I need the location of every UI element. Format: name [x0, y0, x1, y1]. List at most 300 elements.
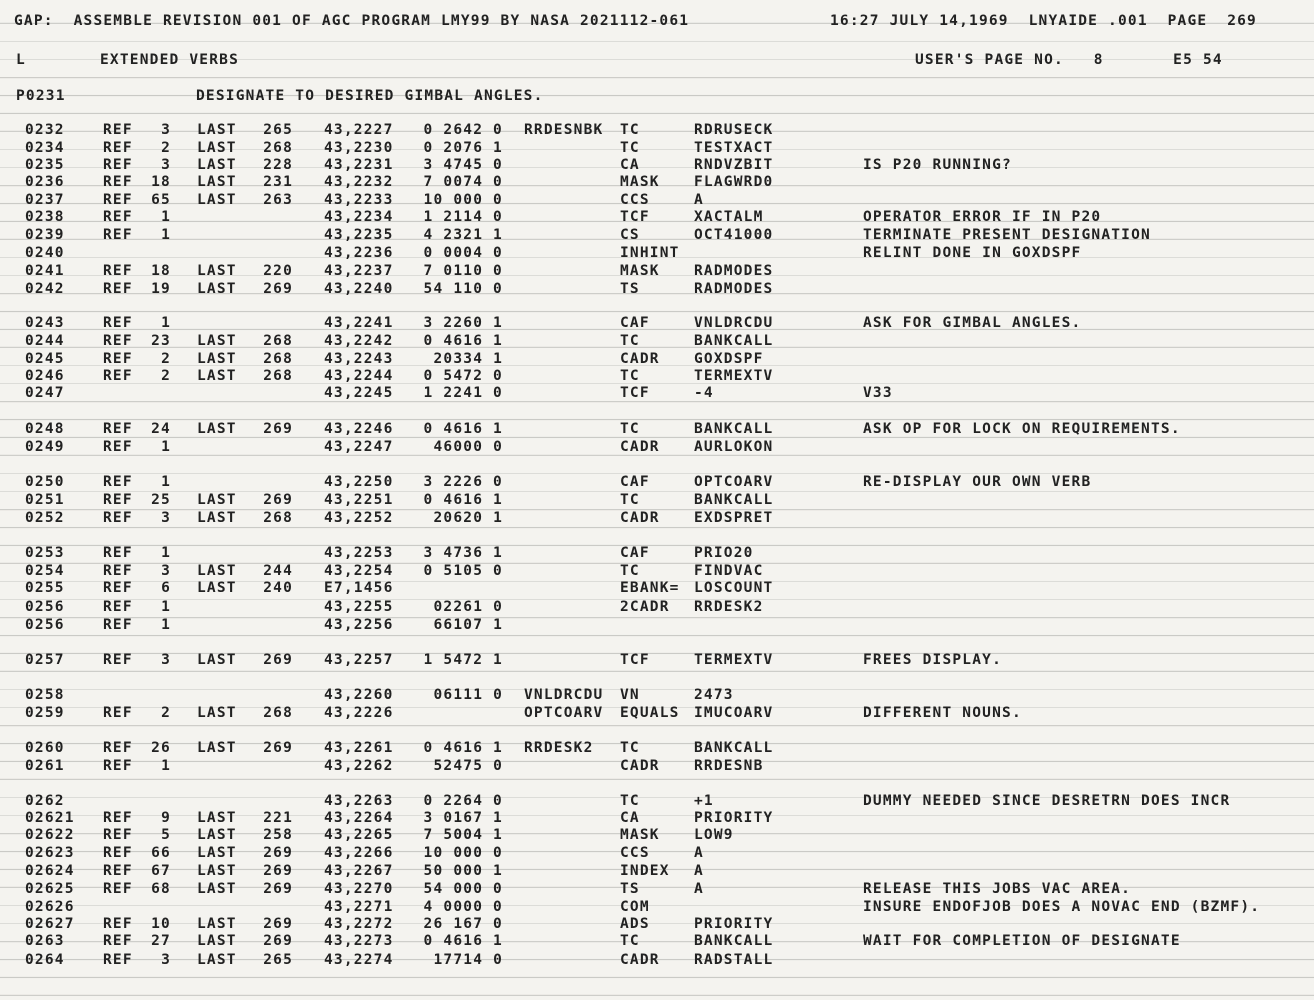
line-last: LAST — [197, 122, 237, 138]
line-ref: REF — [103, 740, 133, 756]
listing-line — [0, 792, 1314, 810]
line-label: RRDESNBK — [524, 122, 604, 138]
line-address: 43,2234 — [324, 209, 394, 225]
listing-line — [0, 704, 1314, 722]
line-opcode: CAF — [620, 474, 650, 490]
listing-line — [0, 491, 1314, 509]
listing-line — [0, 809, 1314, 827]
line-operand: A — [694, 192, 704, 208]
line-opcode: VN — [620, 687, 640, 703]
line-ref-count: 68 — [151, 881, 171, 897]
line-label: VNLDRCDU — [524, 687, 604, 703]
line-ref-count: 1 — [161, 439, 171, 455]
line-seq: 0263 — [25, 933, 65, 949]
line-last: LAST — [197, 881, 237, 897]
line-ref-count: 6 — [161, 580, 171, 596]
line-last: LAST — [197, 174, 237, 190]
line-word: 17714 0 — [433, 952, 503, 968]
line-ref: REF — [103, 209, 133, 225]
line-last-page: 220 — [263, 263, 293, 279]
line-operand: RRDESNB — [694, 758, 764, 774]
line-word: 0 4616 1 — [423, 333, 503, 349]
line-address: 43,2273 — [324, 933, 394, 949]
line-operand: FINDVAC — [694, 563, 764, 579]
line-ref-count: 10 — [151, 916, 171, 932]
line-opcode: 2CADR — [620, 599, 670, 615]
line-ref-count: 1 — [161, 209, 171, 225]
line-seq: 0247 — [25, 385, 65, 401]
line-last: LAST — [197, 140, 237, 156]
line-ref: REF — [103, 827, 133, 843]
line-opcode: CAF — [620, 545, 650, 561]
listing-line — [0, 314, 1314, 332]
line-ref-count: 1 — [161, 617, 171, 633]
line-word: 7 0074 0 — [423, 174, 503, 190]
line-seq: 0232 — [25, 122, 65, 138]
line-comment: V33 — [863, 385, 893, 401]
line-seq: 0248 — [25, 421, 65, 437]
line-address: 43,2267 — [324, 863, 394, 879]
line-ref-count: 5 — [161, 827, 171, 843]
listing-line — [0, 280, 1314, 298]
line-word: 26 167 0 — [423, 916, 503, 932]
line-comment: ASK OP FOR LOCK ON REQUIREMENTS. — [863, 421, 1181, 437]
line-comment: RELEASE THIS JOBS VAC AREA. — [863, 881, 1132, 897]
line-operand: AURLOKON — [694, 439, 774, 455]
line-last-page: 269 — [263, 421, 293, 437]
header-listing-type: L — [16, 52, 26, 68]
header-user-page: USER'S PAGE NO. 8 E5 54 — [915, 52, 1223, 68]
line-address: 43,2240 — [324, 281, 394, 297]
line-seq: 02621 — [25, 810, 75, 826]
line-address: 43,2263 — [324, 793, 394, 809]
line-address: 43,2246 — [324, 421, 394, 437]
line-opcode: INHINT — [620, 245, 680, 261]
listing-line — [0, 951, 1314, 969]
line-opcode: TC — [620, 122, 640, 138]
line-word: 66107 1 — [433, 617, 503, 633]
line-address: 43,2244 — [324, 368, 394, 384]
listing-line — [0, 562, 1314, 580]
line-operand: OCT41000 — [694, 227, 774, 243]
line-ref-count: 66 — [151, 845, 171, 861]
listing-line — [0, 156, 1314, 174]
line-ref-count: 2 — [161, 705, 171, 721]
line-address: 43,2231 — [324, 157, 394, 173]
line-seq: 0246 — [25, 368, 65, 384]
line-word: 0 4616 1 — [423, 933, 503, 949]
line-operand: PRIORITY — [694, 916, 774, 932]
line-seq: 0243 — [25, 315, 65, 331]
line-seq: 0240 — [25, 245, 65, 261]
line-opcode: ADS — [620, 916, 650, 932]
line-seq: 0244 — [25, 333, 65, 349]
line-operand: 2473 — [694, 687, 734, 703]
line-ref-count: 26 — [151, 740, 171, 756]
listing-line — [0, 826, 1314, 844]
line-last: LAST — [197, 863, 237, 879]
listing-line — [0, 438, 1314, 456]
line-operand: GOXDSPF — [694, 351, 764, 367]
line-word: 4 2321 1 — [423, 227, 503, 243]
line-word: 50 000 1 — [423, 863, 503, 879]
line-word: 10 000 0 — [423, 192, 503, 208]
line-ref: REF — [103, 368, 133, 384]
line-address: 43,2272 — [324, 916, 394, 932]
line-ref: REF — [103, 227, 133, 243]
line-last-page: 269 — [263, 933, 293, 949]
line-seq: 02627 — [25, 916, 75, 932]
header-section-name: EXTENDED VERBS — [100, 52, 240, 68]
line-seq: 0264 — [25, 952, 65, 968]
line-ref: REF — [103, 563, 133, 579]
line-word: 0 5472 0 — [423, 368, 503, 384]
line-opcode: TC — [620, 793, 640, 809]
listing-line — [0, 226, 1314, 244]
line-address: 43,2257 — [324, 652, 394, 668]
line-ref: REF — [103, 157, 133, 173]
line-seq: 0259 — [25, 705, 65, 721]
line-address: 43,2241 — [324, 315, 394, 331]
line-opcode: TC — [620, 933, 640, 949]
line-address: 43,2230 — [324, 140, 394, 156]
line-opcode: CADR — [620, 952, 660, 968]
line-ref-count: 3 — [161, 510, 171, 526]
line-word: 0 4616 1 — [423, 492, 503, 508]
line-opcode: TCF — [620, 652, 650, 668]
line-ref-count: 2 — [161, 140, 171, 156]
line-seq: 0256 — [25, 617, 65, 633]
line-seq: 0261 — [25, 758, 65, 774]
line-ref-count: 19 — [151, 281, 171, 297]
line-last-page: 269 — [263, 492, 293, 508]
page-header-line-3 — [0, 87, 1314, 105]
listing-line — [0, 350, 1314, 368]
line-last-page: 269 — [263, 863, 293, 879]
line-opcode: TC — [620, 563, 640, 579]
line-address: 43,2264 — [324, 810, 394, 826]
listing-line — [0, 509, 1314, 527]
line-comment: IS P20 RUNNING? — [863, 157, 1012, 173]
line-comment: RE-DISPLAY OUR OWN VERB — [863, 474, 1092, 490]
line-ref-count: 1 — [161, 758, 171, 774]
line-word: 3 0167 1 — [423, 810, 503, 826]
line-operand: BANKCALL — [694, 740, 774, 756]
line-word: 20620 1 — [433, 510, 503, 526]
line-opcode: CADR — [620, 439, 660, 455]
line-ref: REF — [103, 263, 133, 279]
listing-line — [0, 420, 1314, 438]
line-address: 43,2227 — [324, 122, 394, 138]
line-word: 7 0110 0 — [423, 263, 503, 279]
line-word: 46000 0 — [433, 439, 503, 455]
listing-line — [0, 384, 1314, 402]
line-ref-count: 25 — [151, 492, 171, 508]
line-label: RRDESK2 — [524, 740, 594, 756]
line-last-page: 269 — [263, 916, 293, 932]
line-operand: IMUCOARV — [694, 705, 774, 721]
line-ref-count: 18 — [151, 174, 171, 190]
listing-line — [0, 191, 1314, 209]
line-address: 43,2260 — [324, 687, 394, 703]
line-ref: REF — [103, 333, 133, 349]
line-ref-count: 24 — [151, 421, 171, 437]
line-last: LAST — [197, 705, 237, 721]
line-ref: REF — [103, 845, 133, 861]
line-last-page: 221 — [263, 810, 293, 826]
line-seq: 0245 — [25, 351, 65, 367]
header-sequence: P0231 — [16, 88, 66, 104]
line-opcode: TC — [620, 492, 640, 508]
line-word: 02261 0 — [433, 599, 503, 615]
listing-line — [0, 173, 1314, 191]
line-opcode: CAF — [620, 315, 650, 331]
line-seq: 0260 — [25, 740, 65, 756]
line-word: 0 2264 0 — [423, 793, 503, 809]
line-operand: RADMODES — [694, 281, 774, 297]
listing-line — [0, 932, 1314, 950]
line-seq: 02622 — [25, 827, 75, 843]
line-last-page: 268 — [263, 351, 293, 367]
line-last-page: 268 — [263, 140, 293, 156]
line-word: 0 4616 1 — [423, 421, 503, 437]
line-last-page: 269 — [263, 281, 293, 297]
line-ref-count: 1 — [161, 545, 171, 561]
page-header-line-1 — [0, 12, 1314, 30]
line-ref-count: 3 — [161, 157, 171, 173]
line-opcode: CCS — [620, 192, 650, 208]
line-last-page: 268 — [263, 705, 293, 721]
line-opcode: TC — [620, 421, 640, 437]
line-opcode: TC — [620, 740, 640, 756]
line-operand: PRIO20 — [694, 545, 754, 561]
line-opcode: TS — [620, 281, 640, 297]
line-operand: TERMEXTV — [694, 652, 774, 668]
line-last: LAST — [197, 827, 237, 843]
line-comment: RELINT DONE IN GOXDSPF — [863, 245, 1082, 261]
line-comment: TERMINATE PRESENT DESIGNATION — [863, 227, 1151, 243]
line-operand: LOSCOUNT — [694, 580, 774, 596]
line-operand: TERMEXTV — [694, 368, 774, 384]
line-ref: REF — [103, 933, 133, 949]
line-opcode: EQUALS — [620, 705, 680, 721]
line-address: 43,2252 — [324, 510, 394, 526]
line-seq: 02624 — [25, 863, 75, 879]
line-ref: REF — [103, 916, 133, 932]
listing-line — [0, 598, 1314, 616]
line-ref: REF — [103, 140, 133, 156]
line-last: LAST — [197, 351, 237, 367]
line-word: 4 0000 0 — [423, 899, 503, 915]
line-label: OPTCOARV — [524, 705, 604, 721]
line-last: LAST — [197, 157, 237, 173]
line-address: 43,2255 — [324, 599, 394, 615]
line-ref-count: 1 — [161, 315, 171, 331]
line-word: 54 110 0 — [423, 281, 503, 297]
line-last-page: 228 — [263, 157, 293, 173]
line-ref: REF — [103, 315, 133, 331]
line-ref-count: 3 — [161, 652, 171, 668]
line-seq: 0254 — [25, 563, 65, 579]
line-address: 43,2266 — [324, 845, 394, 861]
line-word: 0 0004 0 — [423, 245, 503, 261]
line-ref: REF — [103, 351, 133, 367]
line-operand: RRDESK2 — [694, 599, 764, 615]
line-address: 43,2232 — [324, 174, 394, 190]
header-assembly-info: GAP: ASSEMBLE REVISION 001 OF AGC PROGRAM LMY99 BY NASA 2021112-061 — [14, 13, 690, 29]
line-last-page: 268 — [263, 368, 293, 384]
line-seq: 0238 — [25, 209, 65, 225]
line-last: LAST — [197, 192, 237, 208]
line-opcode: EBANK= — [620, 580, 680, 596]
line-last: LAST — [197, 810, 237, 826]
line-operand: -4 — [694, 385, 714, 401]
line-opcode: CA — [620, 810, 640, 826]
line-word: 1 2114 0 — [423, 209, 503, 225]
line-last-page: 268 — [263, 333, 293, 349]
line-ref-count: 2 — [161, 351, 171, 367]
listing-line — [0, 844, 1314, 862]
line-word: 20334 1 — [433, 351, 503, 367]
line-comment: OPERATOR ERROR IF IN P20 — [863, 209, 1102, 225]
line-seq: 0252 — [25, 510, 65, 526]
line-address: 43,2243 — [324, 351, 394, 367]
line-seq: 0256 — [25, 599, 65, 615]
line-seq: 0234 — [25, 140, 65, 156]
line-operand: A — [694, 863, 704, 879]
line-comment: INSURE ENDOFJOB DOES A NOVAC END (BZMF). — [863, 899, 1261, 915]
listing-line — [0, 244, 1314, 262]
line-seq: 02625 — [25, 881, 75, 897]
line-operand: BANKCALL — [694, 333, 774, 349]
line-operand: OPTCOARV — [694, 474, 774, 490]
line-comment: DUMMY NEEDED SINCE DESRETRN DOES INCR — [863, 793, 1231, 809]
line-ref: REF — [103, 474, 133, 490]
line-word: 52475 0 — [433, 758, 503, 774]
line-last: LAST — [197, 281, 237, 297]
line-ref-count: 2 — [161, 368, 171, 384]
line-seq: 02626 — [25, 899, 75, 915]
line-operand: RNDVZBIT — [694, 157, 774, 173]
listing-line — [0, 757, 1314, 775]
line-address: 43,2237 — [324, 263, 394, 279]
line-opcode: TS — [620, 881, 640, 897]
line-ref: REF — [103, 952, 133, 968]
line-operand: BANKCALL — [694, 492, 774, 508]
line-opcode: TC — [620, 333, 640, 349]
line-last-page: 269 — [263, 845, 293, 861]
line-operand: BANKCALL — [694, 421, 774, 437]
line-operand: XACTALM — [694, 209, 764, 225]
line-operand: A — [694, 845, 704, 861]
line-address: 43,2250 — [324, 474, 394, 490]
line-operand: EXDSPRET — [694, 510, 774, 526]
line-ref-count: 27 — [151, 933, 171, 949]
line-ref: REF — [103, 545, 133, 561]
line-last-page: 231 — [263, 174, 293, 190]
line-word: 0 5105 0 — [423, 563, 503, 579]
line-opcode: INDEX — [620, 863, 670, 879]
line-last: LAST — [197, 563, 237, 579]
line-seq: 0258 — [25, 687, 65, 703]
line-ref: REF — [103, 439, 133, 455]
line-word: 0 2642 0 — [423, 122, 503, 138]
line-address: 43,2251 — [324, 492, 394, 508]
line-word: 3 2226 0 — [423, 474, 503, 490]
line-seq: 0255 — [25, 580, 65, 596]
line-operand: TESTXACT — [694, 140, 774, 156]
line-address: 43,2254 — [324, 563, 394, 579]
line-last: LAST — [197, 845, 237, 861]
header-routine-title: DESIGNATE TO DESIRED GIMBAL ANGLES. — [196, 88, 544, 104]
line-last: LAST — [197, 952, 237, 968]
line-address: 43,2253 — [324, 545, 394, 561]
line-word: 7 5004 1 — [423, 827, 503, 843]
line-last: LAST — [197, 740, 237, 756]
line-ref: REF — [103, 863, 133, 879]
line-opcode: MASK — [620, 263, 660, 279]
header-date-page: 16:27 JULY 14,1969 LNYAIDE .001 PAGE 269 — [830, 13, 1257, 29]
line-opcode: MASK — [620, 827, 660, 843]
line-seq: 0262 — [25, 793, 65, 809]
line-last: LAST — [197, 263, 237, 279]
line-address: 43,2270 — [324, 881, 394, 897]
line-ref: REF — [103, 174, 133, 190]
line-ref: REF — [103, 617, 133, 633]
line-ref-count: 3 — [161, 952, 171, 968]
line-opcode: TC — [620, 140, 640, 156]
line-address: 43,2274 — [324, 952, 394, 968]
line-seq: 0236 — [25, 174, 65, 190]
line-opcode: TCF — [620, 209, 650, 225]
line-seq: 0257 — [25, 652, 65, 668]
line-ref: REF — [103, 281, 133, 297]
line-address: 43,2245 — [324, 385, 394, 401]
line-operand: RDRUSECK — [694, 122, 774, 138]
listing-line — [0, 686, 1314, 704]
line-last-page: 268 — [263, 510, 293, 526]
listing-line — [0, 121, 1314, 139]
line-last: LAST — [197, 933, 237, 949]
line-opcode: CCS — [620, 845, 650, 861]
line-opcode: COM — [620, 899, 650, 915]
listing-line — [0, 367, 1314, 385]
line-opcode: CA — [620, 157, 640, 173]
line-ref-count: 67 — [151, 863, 171, 879]
line-seq: 0235 — [25, 157, 65, 173]
line-opcode: CADR — [620, 351, 660, 367]
line-ref-count: 18 — [151, 263, 171, 279]
listing-line — [0, 880, 1314, 898]
line-word: 54 000 0 — [423, 881, 503, 897]
line-opcode: TCF — [620, 385, 650, 401]
line-ref: REF — [103, 810, 133, 826]
line-word: 06111 0 — [433, 687, 503, 703]
line-ref-count: 23 — [151, 333, 171, 349]
line-operand: BANKCALL — [694, 933, 774, 949]
line-seq: 0241 — [25, 263, 65, 279]
listing-line — [0, 862, 1314, 880]
listing-line — [0, 473, 1314, 491]
line-last-page: 269 — [263, 652, 293, 668]
line-ref-count: 3 — [161, 563, 171, 579]
line-word: 10 000 0 — [423, 845, 503, 861]
line-address: 43,2265 — [324, 827, 394, 843]
line-ref: REF — [103, 421, 133, 437]
line-word: 1 2241 0 — [423, 385, 503, 401]
line-last: LAST — [197, 580, 237, 596]
line-opcode: CADR — [620, 758, 660, 774]
